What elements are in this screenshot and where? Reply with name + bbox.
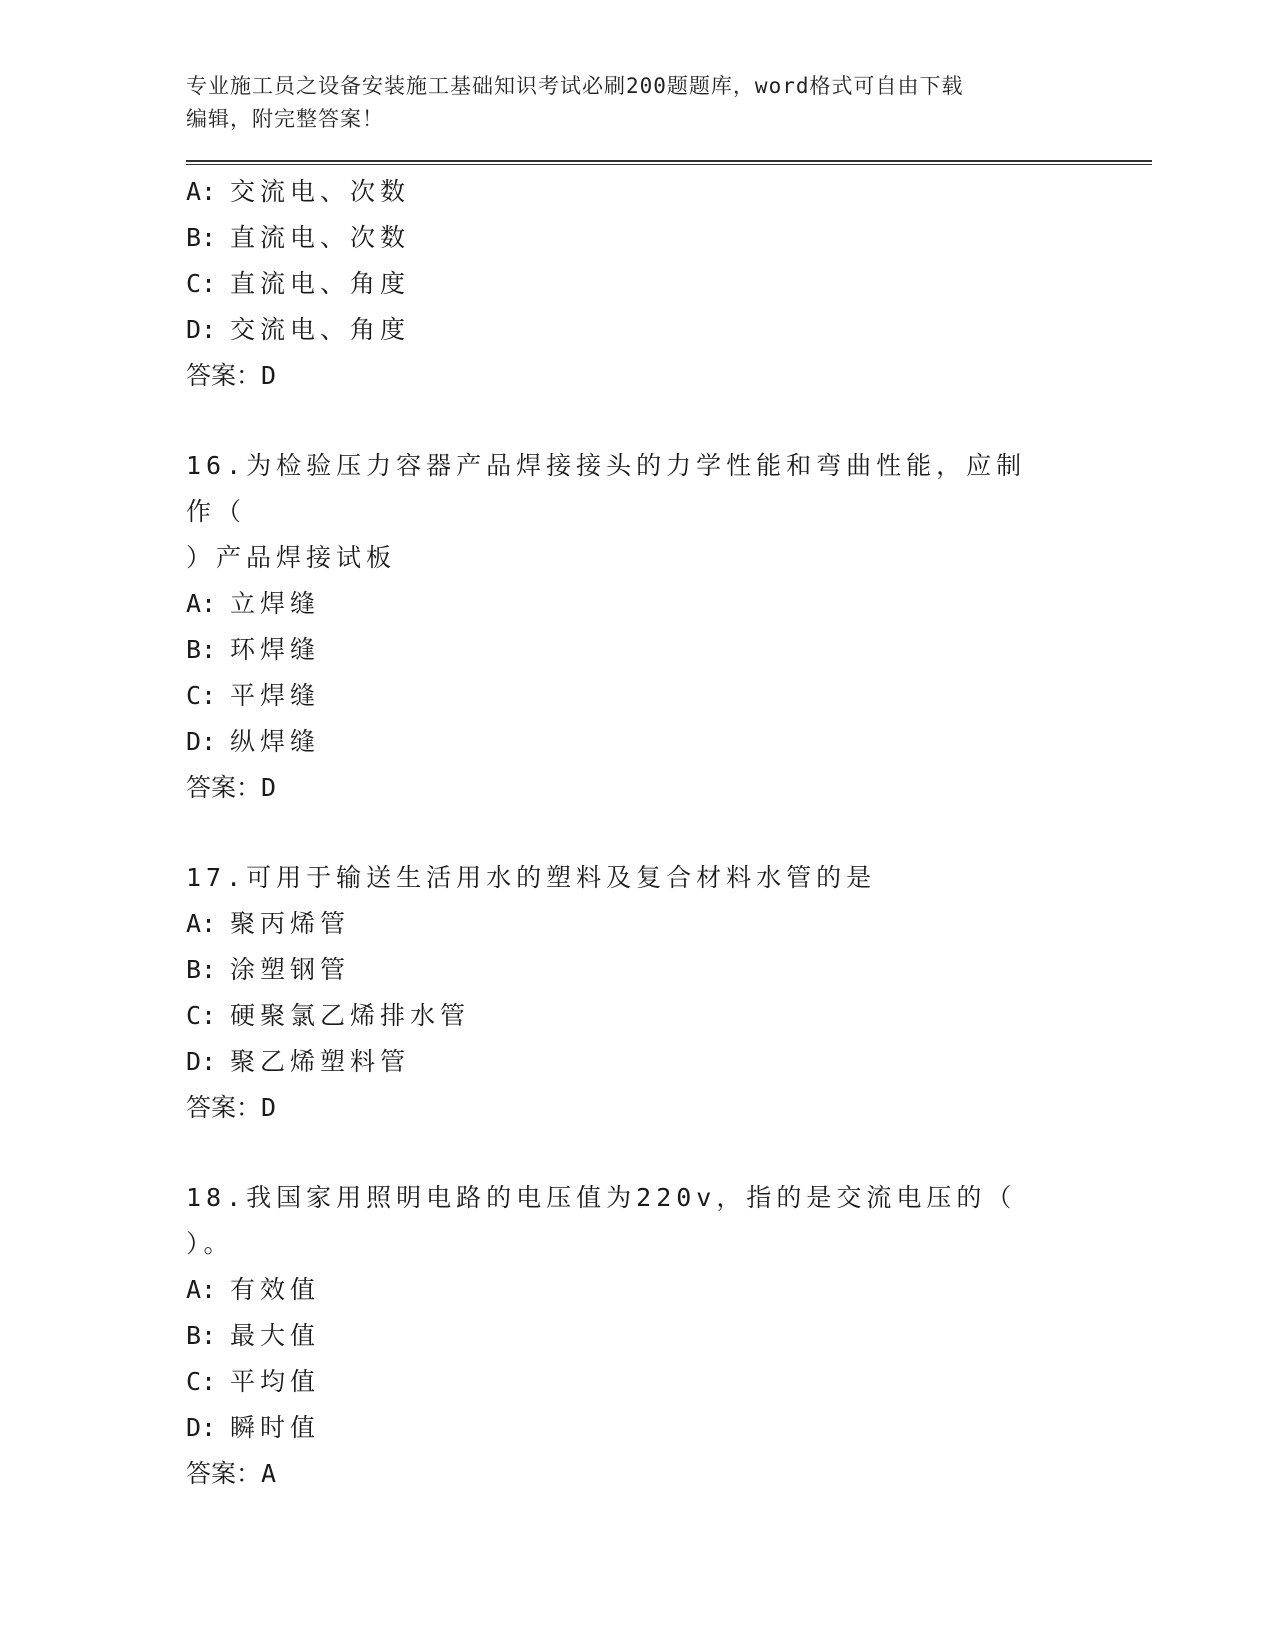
option-d: D: 纵焊缝 [186, 727, 321, 756]
question-stem: 17.可用于输送生活用水的塑料及复合材料水管的是 [186, 863, 877, 892]
answer: 答案：A [186, 1459, 278, 1488]
answer-value: D [261, 361, 278, 390]
question-16 [186, 443, 1152, 811]
option-a: A: 有效值 [186, 1275, 321, 1304]
document-page [186, 70, 1152, 1497]
option-a: A: 立焊缝 [186, 589, 321, 618]
question-stem: 18.我国家用照明电路的电压值为220v，指的是交流电压的（ ）。 [186, 1183, 1017, 1258]
option-b: B: 直流电、次数 [186, 223, 411, 252]
option-a: A: 交流电、次数 [186, 177, 411, 206]
option-d: D: 聚乙烯塑料管 [186, 1047, 411, 1076]
answer: 答案：D [186, 773, 278, 802]
header-divider [186, 160, 1152, 165]
question-18 [186, 1175, 1152, 1497]
question-stem: 16.为检验压力容器产品焊接接头的力学性能和弯曲性能，应制作（ ）产品焊接试板 [186, 451, 1027, 572]
answer-value: A [261, 1459, 278, 1488]
answer-value: D [261, 1093, 278, 1122]
option-b: B: 最大值 [186, 1321, 321, 1350]
document-header [186, 70, 1066, 136]
answer: 答案：D [186, 361, 278, 390]
option-a: A: 聚丙烯管 [186, 909, 351, 938]
answer: 答案：D [186, 1093, 278, 1122]
option-c: C: 硬聚氯乙烯排水管 [186, 1001, 471, 1030]
header-line-1: 专业施工员之设备安装施工基础知识考试必刷200题题库，word格式可自由下载 [186, 74, 964, 98]
option-b: B: 环焊缝 [186, 635, 321, 664]
option-d: D: 交流电、角度 [186, 315, 411, 344]
question-17 [186, 855, 1152, 1131]
option-c: C: 直流电、角度 [186, 269, 411, 298]
question-15 [186, 169, 1152, 399]
option-d: D: 瞬时值 [186, 1413, 321, 1442]
header-line-2: 编辑，附完整答案！ [186, 107, 384, 131]
option-c: C: 平均值 [186, 1367, 321, 1396]
answer-value: D [261, 773, 278, 802]
option-b: B: 涂塑钢管 [186, 955, 351, 984]
option-c: C: 平焊缝 [186, 681, 321, 710]
